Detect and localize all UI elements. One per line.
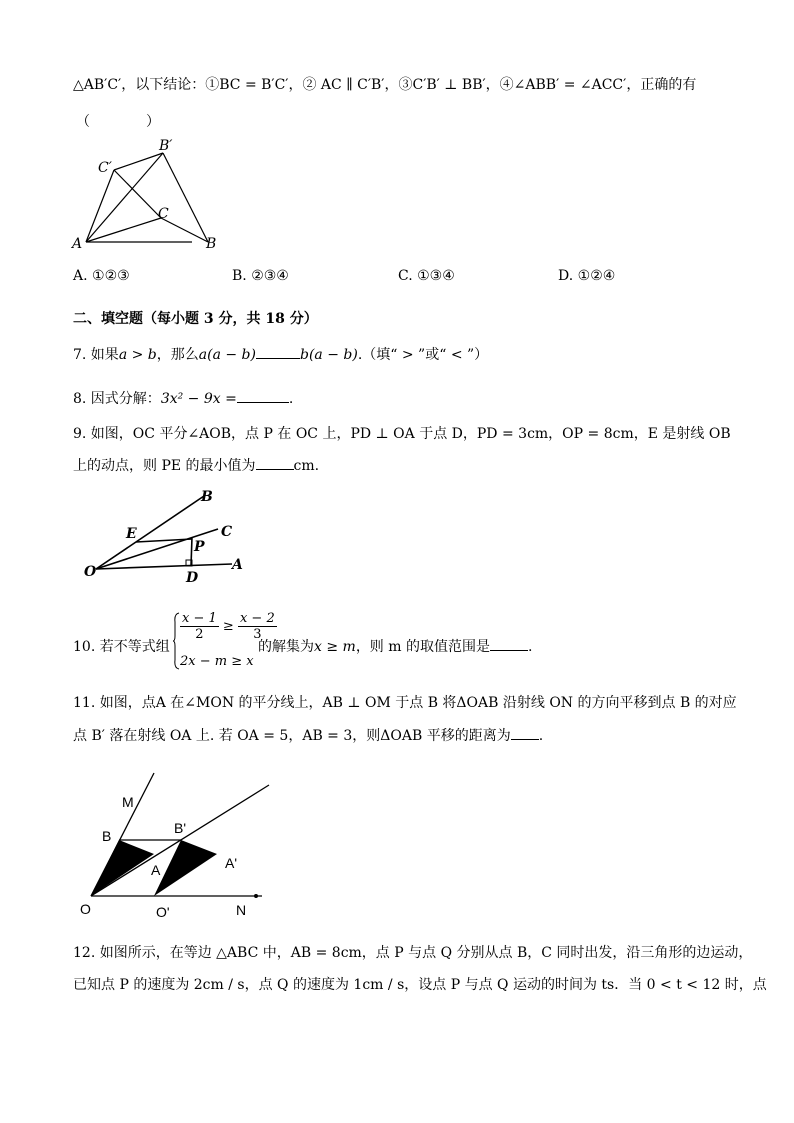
q11-label-oprime: O' (156, 904, 170, 920)
q7: 7. 如果a > b，那么a(a − b) b(a − b).（填“ > ”或“ < ”） (73, 347, 489, 363)
q9-line2: 上的动点，则 PE 的最小值为 cm. (73, 458, 320, 474)
q11-figure (76, 765, 276, 923)
q9-label-c: C (221, 524, 233, 540)
q9-line1: 9. 如图，OC 平分∠AOB，点 P 在 OC 上，PD ⊥ OA 于点 D，PD = 3cm，OP = 8cm，E 是射线 OB (73, 426, 731, 442)
q11-label-b: B (102, 828, 112, 844)
q11-label-n: N (236, 902, 247, 918)
q10-ineq1: $\frac{x - 1}{2}$ ≥ $\frac{x - 2}{3}$ (182, 611, 275, 642)
q9-label-a: A (232, 557, 243, 573)
q11-label-aprime: A' (225, 855, 238, 871)
q6-option-a: A. ①②③ (73, 268, 130, 284)
q11-label-o: O (80, 901, 91, 917)
q11-label-m: M (122, 794, 134, 810)
q9-answer-blank (256, 468, 294, 470)
q6-label-cprime: C′ (98, 160, 112, 176)
q11-label-bprime: B' (174, 820, 187, 836)
q12-line2: 已知点 P 的速度为 2cm / s，点 Q 的速度为 1cm / s，设点 P 与点 Q 运动的时间为 ts．当 0 < t < 12 时，点 (73, 977, 767, 993)
q6-label-c: C (158, 206, 169, 222)
q9-figure (82, 487, 262, 587)
q8-answer-blank (237, 401, 289, 403)
q11-line1: 11. 如图，点A 在∠MON 的平分线上，AB ⊥ OM 于点 B 将ΔOAB 沿射线 ON 的方向平移到点 B 的对应 (73, 695, 737, 711)
q9-label-o: O (84, 564, 97, 580)
q11-label-a: A (151, 862, 161, 878)
q8: 8. 因式分解：3x² − 9x = . (73, 391, 294, 407)
q10-prefix: 10. 若不等式组 (73, 639, 170, 655)
q9-label-d: D (186, 570, 199, 586)
q6-label-bprime: B′ (159, 138, 173, 154)
q6-figure (70, 138, 230, 253)
q11-line2: 点 B′ 落在射线 OA 上. 若 OA = 5，AB = 3，则ΔOAB 平移的距离为 . (73, 728, 544, 744)
q10-ineq2: 2x − m ≥ x (180, 654, 254, 669)
q7-answer-blank (256, 357, 300, 359)
q12-line1: 12. 如图所示，在等边 △ABC 中，AB = 8cm，点 P 与点 Q 分别从点 B，C 同时出发，沿三角形的边运动， (73, 945, 753, 961)
q6-option-c: C. ①③④ (398, 268, 455, 284)
q9-label-b: B (201, 489, 213, 505)
q9-label-e: E (126, 526, 137, 542)
q10-suffix: 的解集为x ≥ m，则 m 的取值范围是 . (258, 639, 533, 655)
q6-option-b: B. ②③④ (232, 268, 289, 284)
q10-brace (172, 612, 180, 670)
q10-answer-blank (490, 649, 528, 651)
q6-option-d: D. ①②④ (558, 268, 616, 284)
q9-label-p: P (194, 539, 205, 555)
q11-answer-blank (511, 738, 539, 740)
q6-line1: △AB′C′，以下结论：①BC = B′C′，② AC ∥ C′B′，③C′B′ ⊥ BB′，④∠ABB′ = ∠ACC′，正确的有 (73, 77, 697, 93)
q6-label-a: A (72, 236, 83, 252)
q6-answer-paren: （ ） (76, 114, 160, 130)
section-heading: 二、填空题（每小题 3 分，共 18 分） (73, 311, 318, 327)
q6-label-b: B (206, 236, 217, 252)
